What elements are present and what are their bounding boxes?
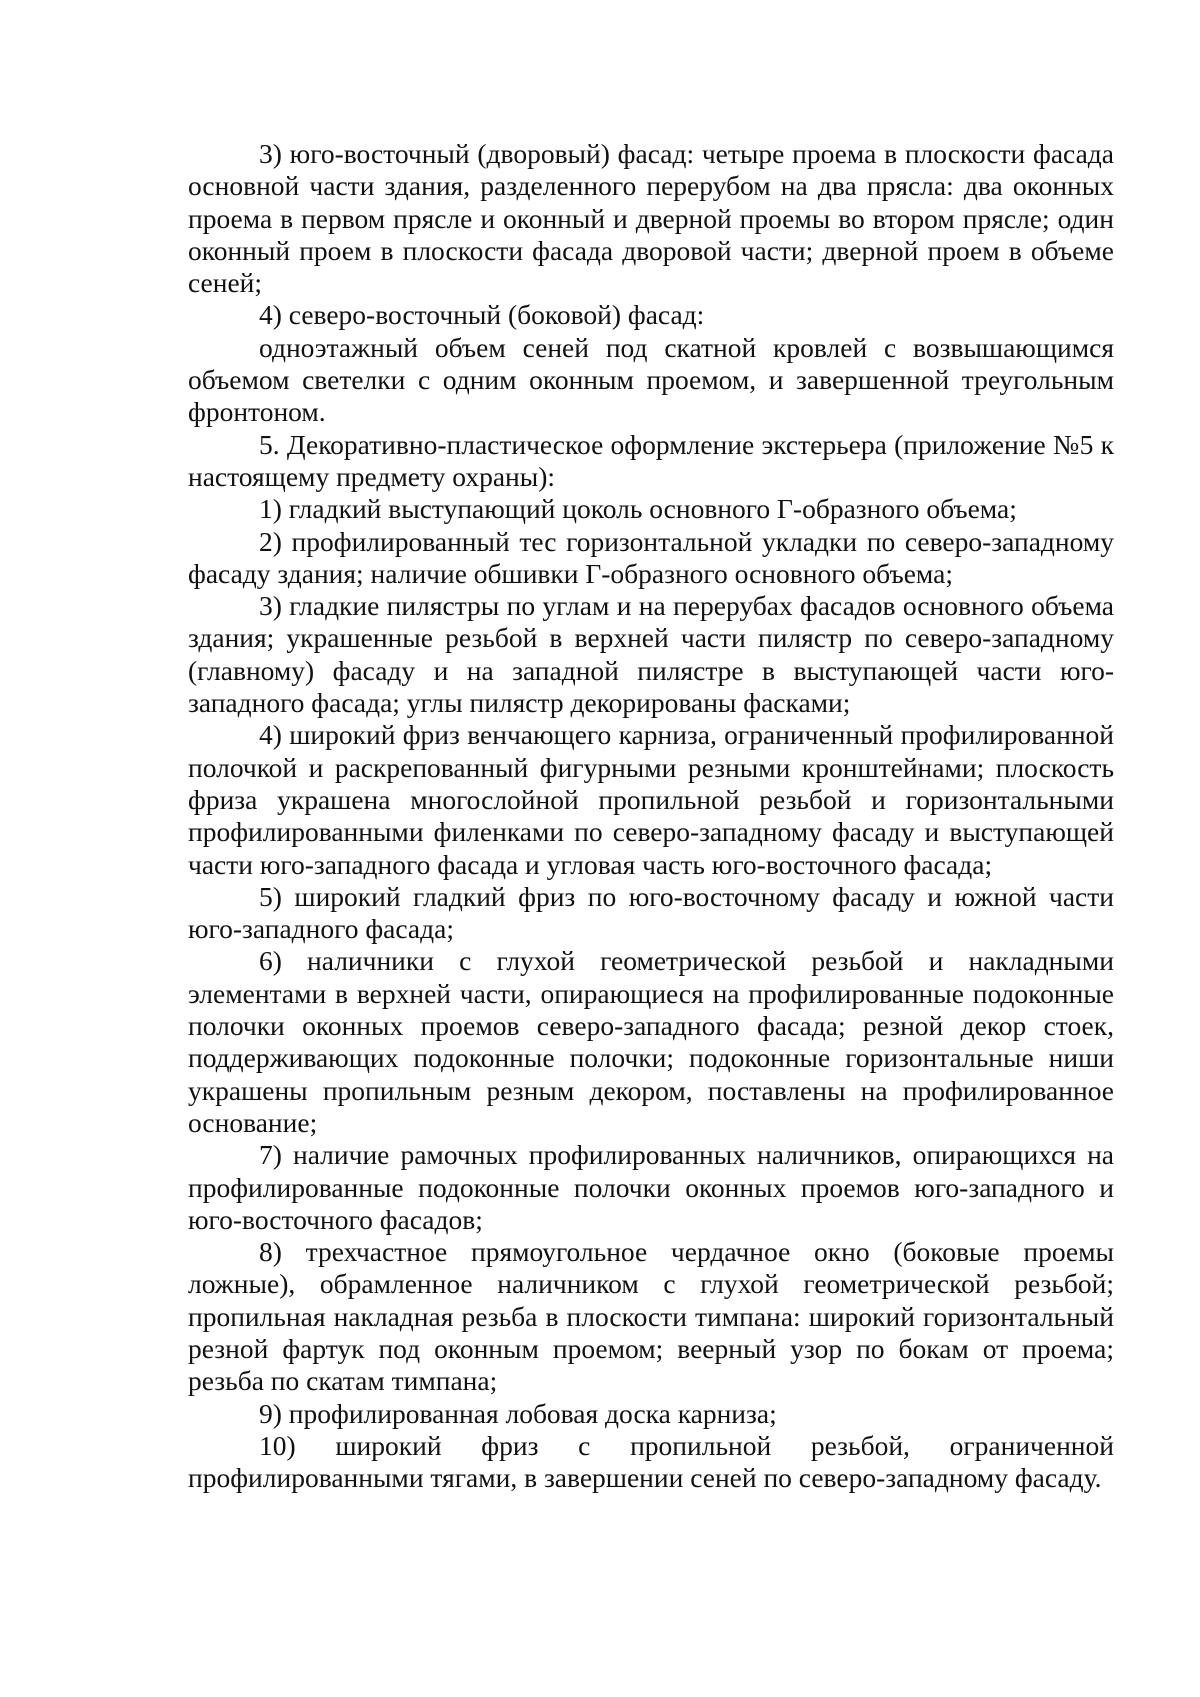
paragraph-southeast-facade: 3) юго-восточный (дворовый) фасад: четыре проема в плоскости фасада основной части здания, разделенного перерубом на два прясла: два оконных проема в первом прясле и оконный и дверной проемы во втором прясле; один оконный проем в плоскости фасада дворовой части; дверной проем в объеме сеней; <box>188 138 1114 299</box>
paragraph-item-6: 6) наличники с глухой геометрической резьбой и накладными элементами в верхней части, опирающиеся на профилированные подоконные полочки оконных проемов северо-западного фасада; резной декор стоек, поддерживающих подоконные полочки; подоконные горизонтальные ниши украшены пропильным резным декором, поставлены на профилированное основание; <box>188 945 1114 1138</box>
paragraph-item-8: 8) трехчастное прямоугольное чердачное окно (боковые проемы ложные), обрамленное наличником с глухой геометрической резьбой; пропильная накладная резьба в плоскости тимпана: широкий горизонтальный резной фартук под оконным проемом; веерный узор по бокам от проема; резьба по скатам тимпана; <box>188 1236 1114 1397</box>
paragraph-section-5-heading: 5. Декоративно-пластическое оформление экстерьера (приложение №5 к настоящему предмету охраны): <box>188 428 1114 492</box>
paragraph-northeast-facade: 4) северо-восточный (боковой) фасад: <box>259 299 705 331</box>
paragraph-item-4: 4) широкий фриз венчающего карниза, ограниченный профилированной полочкой и раскрепованный фигурными резными кронштейнами; плоскость фриза украшена многослойной пропильной резьбой и горизонтальными профилированными филенками по северо-западному фасаду и выступающей части юго-западного фасада и угловая часть юго-восточного фасада; <box>188 719 1114 880</box>
paragraph-item-5: 5) широкий гладкий фриз по юго-восточному фасаду и южной части юго-западного фасада; <box>188 880 1114 945</box>
paragraph-item-10: 10) широкий фриз с пропильной резьбой, ограниченной профилированными тягами, в завершении сеней по северо-западному фасаду. <box>188 1429 1114 1494</box>
paragraph-item-9: 9) профилированная лобовая доска карниза; <box>259 1397 777 1429</box>
paragraph-item-1: 1) гладкий выступающий цоколь основного Г-образного объема; <box>259 493 1017 525</box>
paragraph-canopy-volume: одноэтажный объем сеней под скатной кровлей с возвышающимся объемом светелки с одним оконным проемом, и завершенной треугольным фронтоном. <box>188 331 1114 428</box>
paragraph-item-3: 3) гладкие пилястры по углам и на перерубах фасадов основного объема здания; украшенные резьбой в верхней части пилястр по северо-западному (главному) фасаду и на западной пилястре в выступающей части юго-западного фасада; углы пилястр декорированы фасками; <box>188 590 1114 719</box>
paragraph-item-7: 7) наличие рамочных профилированных наличников, опирающихся на профилированные подоконные полочки оконных проемов юго-западного и юго-восточного фасадов; <box>188 1139 1114 1235</box>
paragraph-item-2: 2) профилированный тес горизонтальной укладки по северо-западному фасаду здания; наличие обшивки Г-образного основного объема; <box>188 525 1114 589</box>
